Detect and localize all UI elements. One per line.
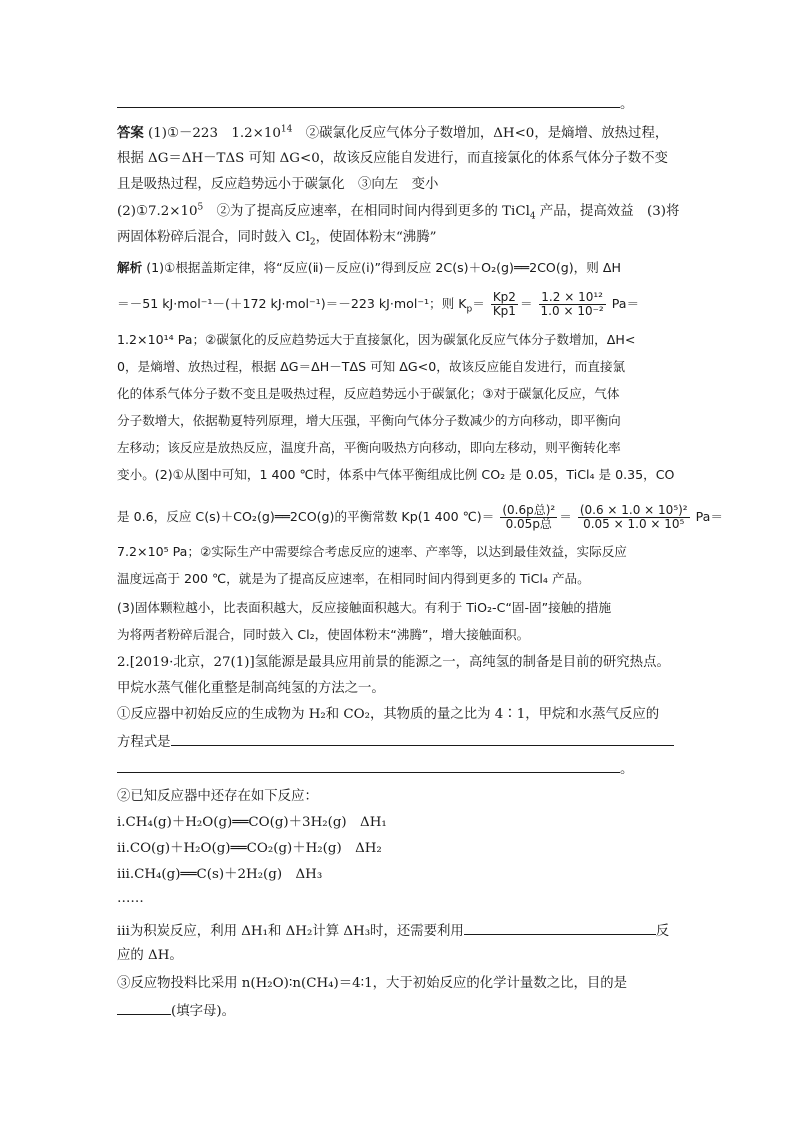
ellipsis: …… — [117, 891, 144, 906]
question2-line-5: 。 — [117, 758, 677, 780]
question2-line-10: (填字母)。 — [117, 1000, 677, 1022]
analysis-line-9: 是 0.6，反应 C(s)＋CO₂(g)══2CO(g)的平衡常数 Kp(1 400 ℃)＝ $\frac{\text{(0.6p总)²}}{\text{0.05p总}}$ ＝ $\frac{\text{(0.6 × 1.0 × 10⁵)²}}{\text{0.05 × 1.0 × 10⁵}}$ Pa＝ — [117, 503, 723, 531]
answer-line-3: 且是吸热过程，反应趋势远小于碳氯化 ③向左 变小 — [117, 177, 439, 192]
question2-line-4: 方程式是 — [117, 731, 677, 753]
equation-blank-1[interactable] — [171, 731, 674, 746]
period: 。 — [620, 97, 634, 112]
analysis-line-12: (3)固体颗粒越小，比表面积越大，反应接触面积越大。有利于 TiO₂-C“固-固”接触的措施 — [117, 600, 612, 615]
top-answer-line — [117, 93, 677, 115]
reaction-1: ⅰ.CH₄(g)＋H₂O(g)══CO(g)＋3H₂(g) ΔH₁ — [117, 815, 387, 830]
analysis-line-4: 0，是熵增、放热过程，根据 ΔG＝ΔH－TΔS 可知 ΔG<0，故该反应能自发进行，而直接氯 — [117, 359, 626, 374]
analysis-line-11: 温度远高于 200 ℃，就是为了提高反应速率，在相同时间内得到更多的 TiCl₄ 产品。 — [117, 571, 590, 586]
fraction-kp1400: $\frac{\text{(0.6p总)²}}{\text{0.05p总}}$ — [502, 503, 556, 531]
analysis-line-3: 1.2×10¹⁴ Pa；②碳氯化的反应趋势远大于直接氯化，因为碳氯化反应气体分子数增加，ΔH< — [117, 332, 636, 347]
equation-blank-2[interactable] — [117, 758, 620, 773]
question2-line-6: ②已知反应器中还存在如下反应： — [117, 789, 318, 804]
analysis-line-2: ＝－51 kJ·mol⁻¹－(＋172 kJ·mol⁻¹)＝－223 kJ·mol⁻¹；则 $K_p=$ $\frac{Kp2}{Kp1}$ ＝ $\frac{\text{1.2 × 10¹²}}{\text{1.0 × 10⁻²}}$ Pa＝ — [117, 290, 640, 318]
analysis-line-5: 化的体系气体分子数不变且是吸热过程，反应趋势远小于碳氯化；③对于碳氯化反应，气体 — [117, 386, 620, 401]
reaction-blank[interactable] — [464, 920, 656, 935]
question2-line-8: 应的 ΔH。 — [117, 948, 183, 963]
analysis-label: 解析 — [117, 260, 143, 275]
analysis-line-8: 变小。(2)①从图中可知，1 400 ℃时，体系中气体平衡组成比例 CO₂ 是 0.05，TiCl₄ 是 0.35，CO — [117, 467, 675, 482]
analysis-line-6: 分子数增大，依据勒夏特列原理，增大压强，平衡向气体分子数减少的方向移动，即平衡向 — [117, 413, 621, 428]
analysis-line-10: 7.2×10⁵ Pa；②实际生产中需要综合考虑反应的速率、产率等，以达到最佳效益，实际反应 — [117, 544, 627, 559]
question2-line-7: ⅲ为积炭反应，利用 ΔH₁和 ΔH₂计算 ΔH₃时，还需要利用 反 — [117, 920, 677, 942]
reaction-2: ⅱ.CO(g)＋H₂O(g)══CO₂(g)＋H₂(g) ΔH₂ — [117, 841, 382, 856]
analysis-line-7: 左移动；该反应是放热反应，温度升高，平衡向吸热方向移动，即向左移动，则平衡转化率 — [117, 440, 621, 455]
question2-line-2: 甲烷水蒸气催化重整是制高纯氢的方法之一。 — [117, 681, 385, 696]
fraction-kp1400-values: $\frac{\text{(0.6 × 1.0 × 10⁵)²}}{\text{0.05 × 1.0 × 10⁵}}$ — [579, 503, 688, 531]
reaction-3: ⅲ.CH₄(g)══C(s)＋2H₂(g) ΔH₃ — [117, 867, 323, 882]
answer-line-2: 根据 ΔG＝ΔH－TΔS 可知 ΔG<0，故该反应能自发进行，而直接氯化的体系气体分子数不变 — [117, 151, 668, 166]
answer-line-5: 两固体粉碎后混合，同时鼓入 $Cl_2$，使固体粉末“沸腾” — [117, 230, 437, 248]
question2-line-9: ③反应物投料比采用 n(H₂O)∶n(CH₄)＝4∶1，大于初始反应的化学计量数之比，目的是 — [117, 976, 628, 991]
fraction-values: $\frac{\text{1.2 × 10¹²}}{\text{1.0 × 10⁻²}}$ — [540, 290, 604, 318]
fraction-kp: $\frac{Kp2}{Kp1}$ — [492, 290, 516, 318]
question2-line-3: ①反应器中初始反应的生成物为 H₂和 CO₂，其物质的量之比为 4∶1，甲烷和水蒸气反应的 — [117, 707, 660, 722]
choice-blank[interactable] — [117, 1000, 171, 1015]
question2-line-1: 2.[2019·北京，27(1)]氢能源是最具应用前景的能源之一，高纯氢的制备是目前的研究热点。 — [117, 655, 670, 670]
answer-label: 答案 — [117, 125, 144, 141]
analysis-line-13: 为将两者粉碎后混合，同时鼓入 Cl₂，使固体粉末“沸腾”，增大接触面积。 — [117, 627, 530, 642]
answer-line-1: 答案 (1)①－223 $1.2\times 10^{14}$ ②碳氯化反应气体分子数增加，ΔH<0，是熵增、放热过程， — [117, 124, 669, 141]
answer-blank[interactable] — [117, 93, 620, 108]
analysis-line-1: 解析 (1)①根据盖斯定律，将“反应(ⅱ)－反应(ⅰ)”得到反应 2C(s)＋O₂(g)══2CO(g)，则 ΔH — [117, 260, 621, 275]
answer-line-4: $(2)①7.2\times 10^5$ ②为了提高反应速率，在相同时间内得到更多的 TiCl$_4$ 产品，提高效益 (3)将 — [117, 202, 680, 222]
